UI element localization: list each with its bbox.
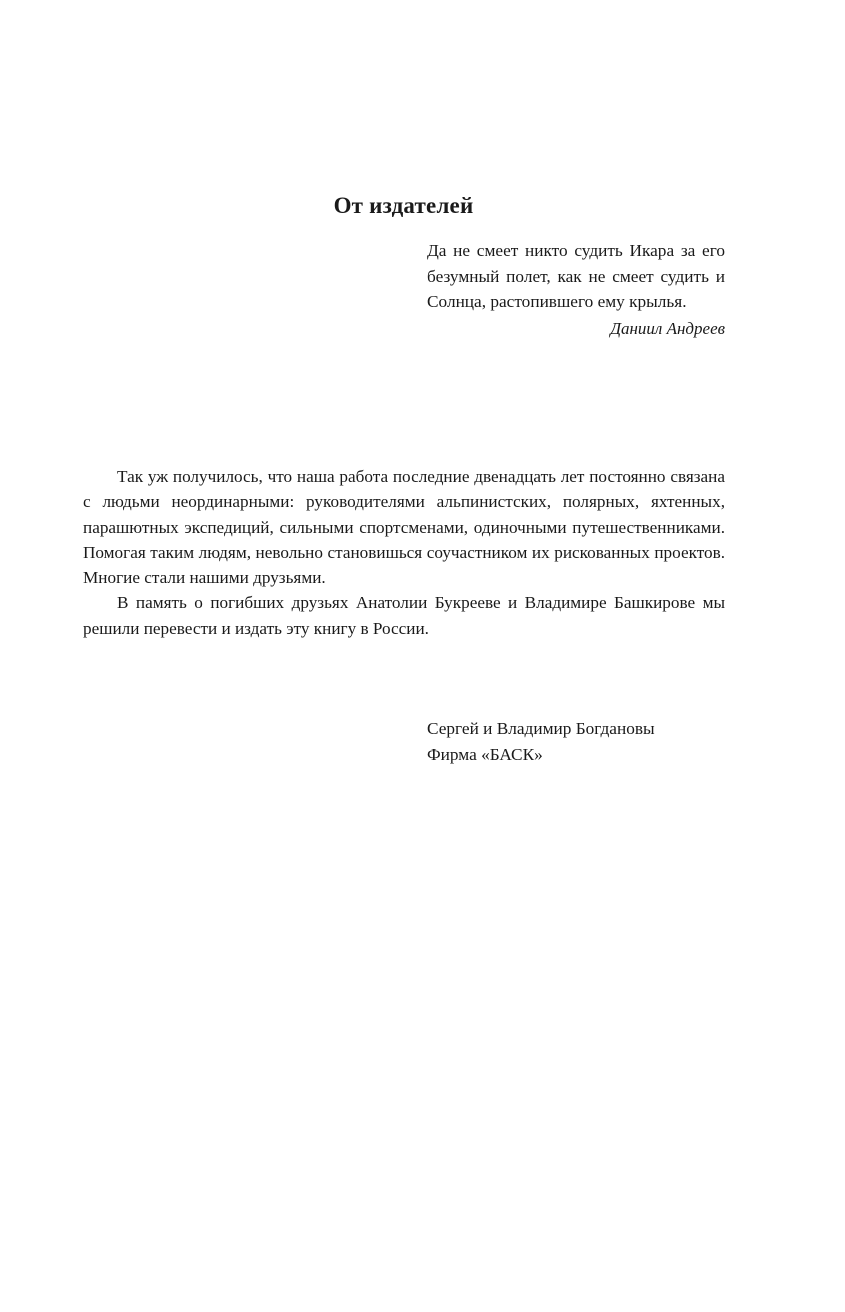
epigraph (427, 238, 725, 341)
body-paragraph: В память о погибших друзьях Анатолии Букрееве и Владимире Башкирове мы решили перевести и издать эту книгу в России. (83, 593, 725, 638)
signature-company: Фирма «БАСК» (427, 744, 543, 764)
page-title: От издателей (333, 193, 474, 219)
body-paragraph: Так уж получилось, что наша работа последние двенадцать лет постоянно связана с людьми неординарными: руководителями альпинистских, полярных, яхтенных, парашютных экспедиций, сильными спортсменами, одиночными путешественниками. Помогая таким людям, невольно становишься соучастником их рискованных проектов. Многие стали нашими друзьями. (83, 467, 725, 588)
epigraph-text: Да не смеет никто судить Икара за его безумный полет, как не смеет судить и Солнца, растопившего ему крылья. (427, 241, 725, 311)
body-text (83, 464, 725, 641)
signature (427, 716, 757, 767)
epigraph-author: Даниил Андреев (610, 318, 725, 338)
signature-names: Сергей и Владимир Богдановы (427, 719, 655, 738)
